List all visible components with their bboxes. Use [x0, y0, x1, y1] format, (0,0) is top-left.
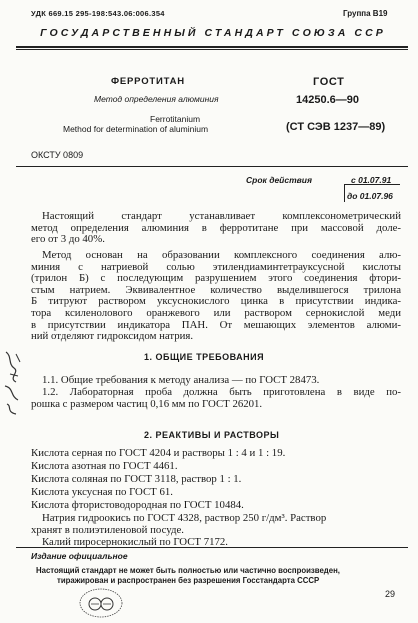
reagent-line: Натрия гидроокись по ГОСТ 4328, раствор 250 г/дм³. Раствор [42, 512, 327, 524]
gost-number: 14250.6—90 [296, 94, 359, 106]
page-number: 29 [385, 589, 396, 599]
text-line: стым натрием. Эквивалентное количество выделившегося трилона [31, 283, 401, 296]
udk-code: УДК 669.15 295-198:543.06:006.354 [31, 9, 165, 18]
title-block-rule [16, 166, 408, 167]
reagent-line: Кислота уксусная по ГОСТ 61. [31, 486, 173, 498]
header-rule [16, 46, 408, 48]
standard-banner: ГОСУДАРСТВЕННЫЙ СТАНДАРТ СОЮЗА ССР [40, 27, 386, 39]
text-line: Настоящий стандарт устанавливает комплексонометрический [42, 210, 401, 222]
section-1-item-1: 1.1. Общие требования к методу анализа — по ГОСТ 28473. [42, 374, 320, 386]
validity-divider [344, 184, 400, 185]
english-title: Ferrotitanium [150, 114, 201, 124]
intro-paragraph-1 [31, 211, 401, 246]
section-1-heading: 1. ОБЩИЕ ТРЕБОВАНИЯ [144, 352, 265, 362]
reagent-line: Кислота фтористоводородная по ГОСТ 10484. [31, 499, 244, 511]
document-title: ФЕРРОТИТАН [111, 76, 185, 87]
text-line: его от 3 до 40%. [31, 233, 105, 246]
gost-label: ГОСТ [313, 76, 345, 88]
text-line: 1.2. Лабораторная проба должна быть приготовлена в виде по- [42, 386, 401, 398]
text-line: рошка с размером частиц 0,16 мм по ГОСТ 26201. [31, 397, 263, 410]
reagent-line: Кислота соляная по ГОСТ 3118, раствор 1 : 1. [31, 473, 242, 485]
english-subtitle: Method for determination of aluminium [63, 124, 209, 134]
reagent-line: Кислота азотная по ГОСТ 4461. [31, 460, 178, 472]
text-line: ний отделяют гидроксидом натрия. [31, 330, 194, 343]
section-1-item-2 [31, 387, 401, 410]
st-sev-number: (СТ СЭВ 1237—89) [286, 121, 386, 133]
edition-label: Издание официальное [31, 551, 128, 561]
footer-rule [16, 547, 408, 548]
reagent-line: Калий пиросернокислый по ГОСТ 7172. [42, 536, 229, 548]
intro-paragraph-2 [31, 250, 401, 343]
header-rule-thin [16, 49, 408, 50]
library-stamp-icon [78, 587, 124, 619]
group-code: Группа В19 [343, 9, 388, 18]
copyright-notice-line-1: Настоящий стандарт не может быть полностью или частично воспроизведен, [36, 566, 340, 575]
margin-handwriting-icon [2, 348, 24, 416]
validity-label: Срок действия [246, 175, 312, 185]
reagent-line: Кислота серная по ГОСТ 4204 и растворы 1 : 4 и 1 : 19. [31, 447, 286, 459]
validity-from: с 01.07.91 [351, 175, 392, 185]
section-2-heading: 2. РЕАКТИВЫ И РАСТВОРЫ [144, 430, 280, 440]
document-subtitle: Метод определения алюминия [94, 94, 219, 104]
reagent-line: хранят в полиэтиленовой посуде. [31, 524, 184, 536]
text-line: Метод основан на образовании комплексного соединения алю- [42, 249, 401, 261]
validity-divider-vertical [344, 184, 345, 202]
text-line: (трилон Б) с последующим разрушением этого соединения фтори- [31, 272, 401, 285]
text-line: Б титруют раствором уксуснокислого цинка в присутствии индика- [31, 295, 401, 308]
text-line: метод определения алюминия в ферротитане при массовой доле- [31, 221, 401, 234]
text-line: тора ксиленолового оранжевого или раствором сернокислой меди [31, 306, 401, 319]
text-line: миния с натриевой солью этилендиаминтетрауксусной кислоты [31, 260, 401, 273]
copyright-notice-line-2: тиражирован и распространен без разрешения Госстандарта СССР [57, 576, 320, 585]
text-line: в присутствии индикатора ПАН. От мешающих элементов алюми- [31, 318, 401, 331]
validity-to: до 01.07.96 [347, 191, 393, 201]
okstu-code: ОКСТУ 0809 [31, 150, 84, 160]
